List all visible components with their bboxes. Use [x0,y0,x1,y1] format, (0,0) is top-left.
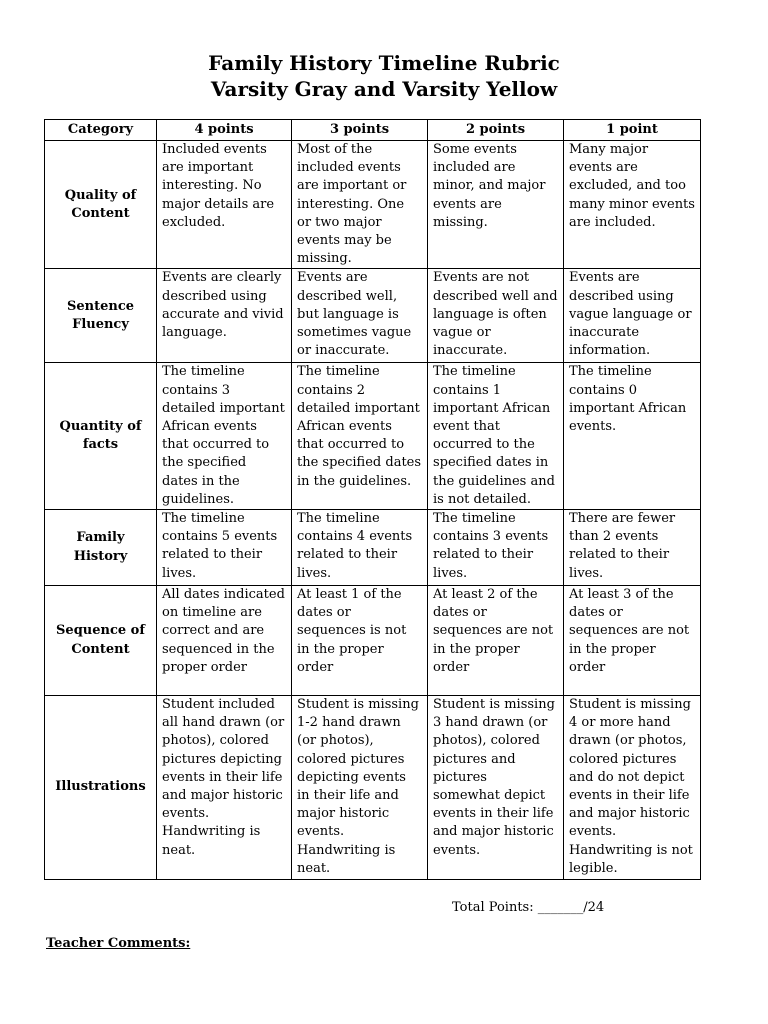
criteria-cell: The timeline contains 2 detailed important African events that occurred to the specified dates in the guidelines. [292,363,428,510]
criteria-cell: The timeline contains 3 events related to their lives. [428,510,564,586]
criteria-cell: The timeline contains 4 events related to their lives. [292,510,428,586]
criteria-cell: At least 3 of the dates or sequences are not in the proper order [564,586,701,696]
criteria-cell: Student is missing 3 hand drawn (or photos), colored pictures and pictures somewhat depict events in their life and major historic events. [428,696,564,880]
criteria-cell: There are fewer than 2 events related to their lives. [564,510,701,586]
criteria-cell: Many major events are excluded, and too many minor events are included. [564,141,701,269]
header-3-points: 3 points [292,120,428,141]
criteria-cell: Student is missing 1-2 hand drawn (or photos), colored pictures depicting events in their life and major historic events. Handwriting is neat. [292,696,428,880]
criteria-cell: The timeline contains 1 important African event that occurred to the specified dates in the guidelines and is not detailed. [428,363,564,510]
teacher-comments-label: Teacher Comments: [46,936,191,951]
category-cell: Sequence of Content [45,586,157,696]
criteria-cell: Some events included are minor, and major events are missing. [428,141,564,269]
table-row [45,586,701,696]
table-row [45,696,701,880]
criteria-cell: Included events are important interesting. No major details are excluded. [157,141,292,269]
header-4-points: 4 points [157,120,292,141]
category-cell: Family History [45,510,157,586]
criteria-cell: Events are clearly described using accurate and vivid language. [157,269,292,363]
header-category: Category [45,120,157,141]
criteria-cell: Student included all hand drawn (or photos), colored pictures depicting events in their life and major historic events. Handwriting is neat. [157,696,292,880]
table-row [45,510,701,586]
total-points: Total Points: _______/24 [452,900,605,915]
header-row [45,120,701,141]
criteria-cell: Events are described well, but language is sometimes vague or inaccurate. [292,269,428,363]
title-line-2: Varsity Gray and Varsity Yellow [210,77,558,101]
criteria-cell: The timeline contains 3 detailed important African events that occurred to the specified dates in the guidelines. [157,363,292,510]
criteria-cell: Events are not described well and language is often vague or inaccurate. [428,269,564,363]
criteria-cell: Most of the included events are important or interesting. One or two major events may be missing. [292,141,428,269]
table-row [45,269,701,363]
criteria-cell: Events are described using vague language or inaccurate information. [564,269,701,363]
table-row [45,141,701,269]
criteria-cell: The timeline contains 0 important African events. [564,363,701,510]
criteria-cell: At least 2 of the dates or sequences are not in the proper order [428,586,564,696]
category-cell: Quantity of facts [45,363,157,510]
header-1-point: 1 point [564,120,701,141]
criteria-cell: Student is missing 4 or more hand drawn (or photos, colored pictures and do not depict events in their life and major historic events. Handwriting is not legible. [564,696,701,880]
title-line-1: Family History Timeline Rubric [208,51,560,75]
category-cell: Illustrations [45,696,157,880]
rubric-table [44,119,701,880]
header-2-points: 2 points [428,120,564,141]
criteria-cell: At least 1 of the dates or sequences is not in the proper order [292,586,428,696]
table-row [45,363,701,510]
category-cell: Sentence Fluency [45,269,157,363]
criteria-cell: All dates indicated on timeline are correct and are sequenced in the proper order [157,586,292,696]
criteria-cell: The timeline contains 5 events related to their lives. [157,510,292,586]
category-cell: Quality of Content [45,141,157,269]
document-title [0,50,768,102]
